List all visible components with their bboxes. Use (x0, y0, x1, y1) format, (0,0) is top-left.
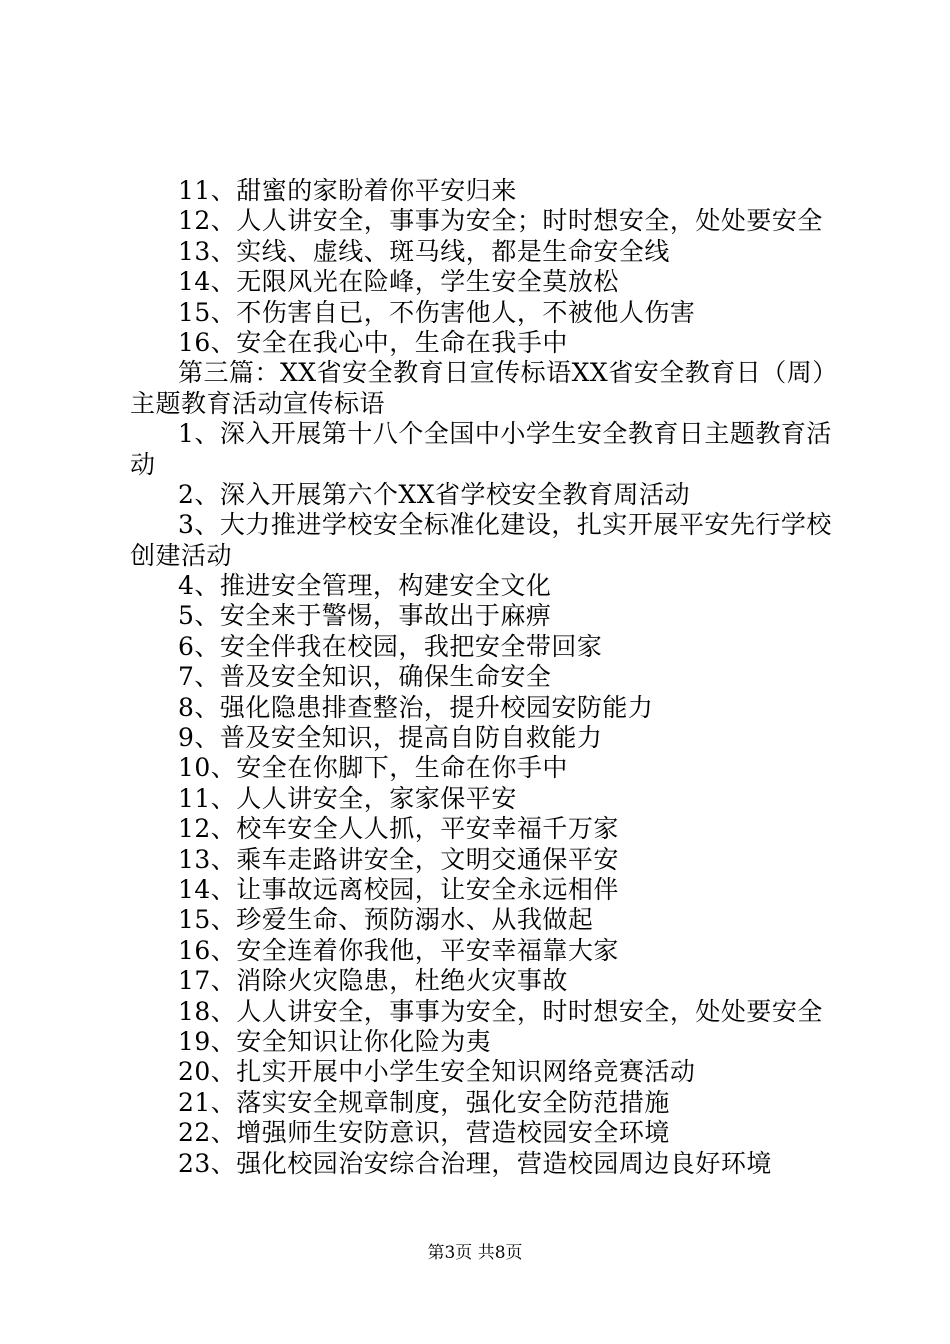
slogan-line: 19、安全知识让你化险为夷 (178, 1026, 492, 1056)
slogan-line: 13、实线、虚线、斑马线，都是生命安全线 (178, 236, 670, 266)
slogan-line: 11、甜蜜的家盼着你平安归来 (178, 176, 517, 205)
slogan-line: 23、强化校园治安综合治理，营造校园周边良好环境 (178, 1148, 772, 1178)
document-body (130, 176, 838, 1179)
slogan-line: 10、安全在你脚下，生命在你手中 (178, 753, 568, 783)
slogan-line: 5、安全来于警惕，事故出于麻痹 (178, 601, 552, 631)
section-heading: 第三篇：XX省安全教育日宣传标语XX省安全教育日（周） (178, 358, 838, 388)
slogan-line-continued: 动 (130, 449, 156, 479)
slogan-line: 15、不伤害自已，不伤害他人，不被他人伤害 (178, 297, 696, 327)
slogan-line: 1、深入开展第十八个全国中小学生安全教育日主题教育活 (178, 419, 832, 449)
slogan-line: 4、推进安全管理，构建安全文化 (178, 571, 552, 601)
section-heading-continued: 主题教育活动宣传标语 (130, 388, 386, 418)
slogan-line: 2、深入开展第六个XX省学校安全教育周活动 (178, 479, 691, 509)
slogan-line: 21、落实安全规章制度，强化安全防范措施 (178, 1087, 670, 1117)
slogan-line: 9、普及安全知识，提高自防自救能力 (178, 723, 603, 753)
page-footer: 第3页 共8页 (427, 1243, 523, 1263)
slogan-line: 3、大力推进学校安全标准化建设，扎实开展平安先行学校 (178, 510, 832, 540)
slogan-line: 13、乘车走路讲安全，文明交通保平安 (178, 844, 619, 874)
slogan-line: 11、人人讲安全，家家保平安 (178, 783, 517, 813)
slogan-line: 17、消除火灾隐患，杜绝火灾事故 (178, 966, 568, 996)
slogan-line: 12、人人讲安全，事事为安全；时时想安全，处处要安全 (178, 206, 823, 236)
slogan-line: 14、无限风光在险峰，学生安全莫放松 (178, 267, 619, 297)
slogan-line: 8、强化隐患排查整治，提升校园安防能力 (178, 692, 654, 722)
slogan-line: 16、安全连着你我他，平安幸福靠大家 (178, 935, 619, 965)
slogan-line: 15、珍爱生命、预防溺水、从我做起 (178, 905, 594, 935)
slogan-line: 12、校车安全人人抓，平安幸福千万家 (178, 814, 619, 844)
slogan-line-continued: 创建活动 (130, 540, 233, 570)
slogan-line: 14、让事故远离校园，让安全永远相伴 (178, 874, 619, 904)
slogan-line: 16、安全在我心中，生命在我手中 (178, 327, 568, 357)
slogan-line: 18、人人讲安全，事事为安全，时时想安全，处处要安全 (178, 996, 823, 1026)
slogan-line: 22、增强师生安防意识，营造校园安全环境 (178, 1118, 670, 1148)
slogan-line: 20、扎实开展中小学生安全知识网络竞赛活动 (178, 1057, 696, 1087)
slogan-line: 7、普及安全知识，确保生命安全 (178, 662, 552, 692)
slogan-line: 6、安全伴我在校园，我把安全带回家 (178, 631, 603, 661)
